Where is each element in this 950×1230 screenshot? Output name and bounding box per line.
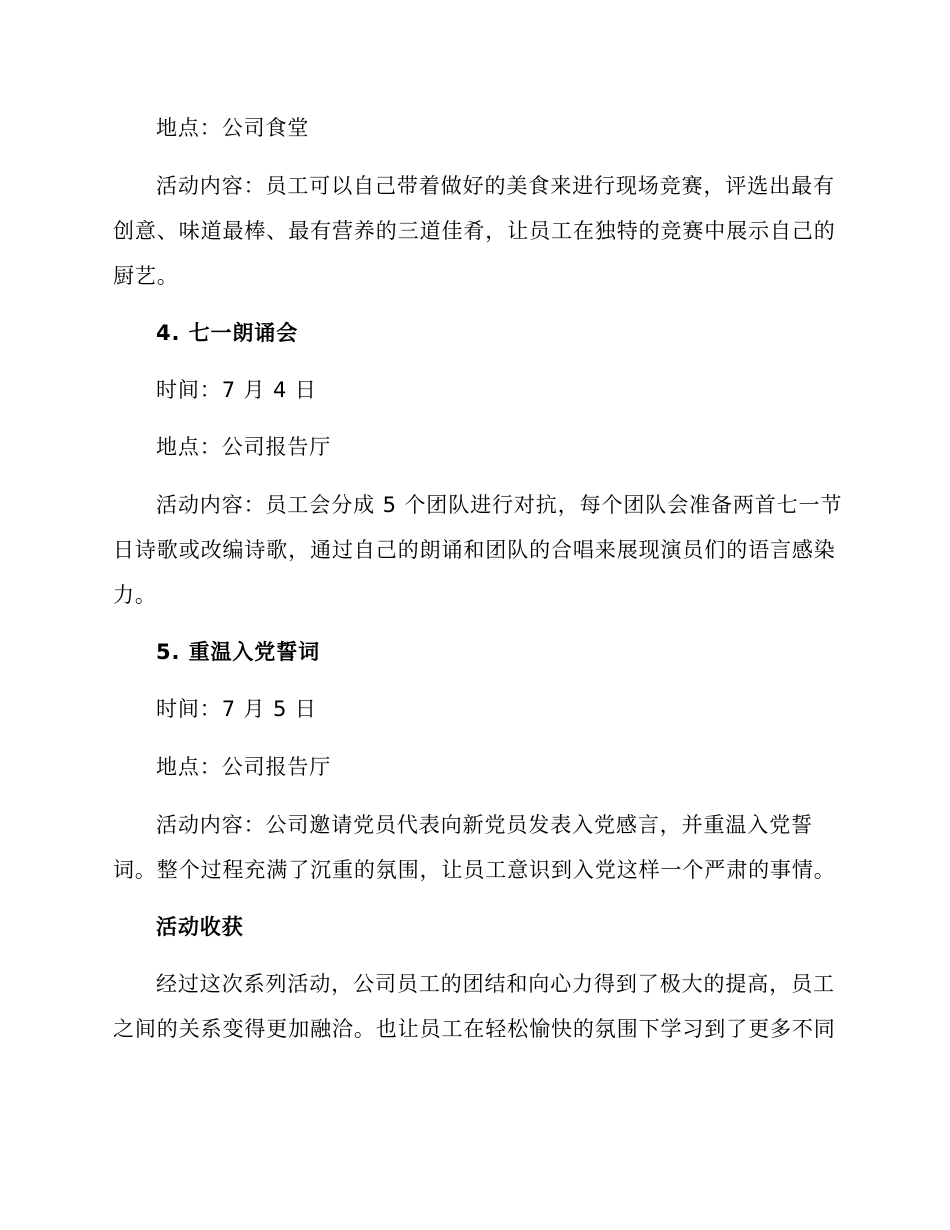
venue-line: 地点：公司报告厅	[156, 435, 332, 459]
paragraph-line: 活动内容：公司邀请党员代表向新党员发表入党感言，并重温入党誓	[156, 813, 813, 837]
paragraph-line: 创意、味道最棒、最有营养的三道佳肴，让员工在独特的竞赛中展示自己的	[113, 219, 836, 243]
venue-line: 地点：公司食堂	[156, 116, 310, 140]
paragraph-line: 经过这次系列活动，公司员工的团结和向心力得到了极大的提高，员工	[156, 972, 835, 996]
paragraph-line: 力。	[113, 583, 157, 607]
section-heading: 4. 七一朗诵会	[156, 321, 299, 345]
paragraph-line: 活动内容：员工可以自己带着做好的美食来进行现场竞赛，评选出最有	[156, 174, 835, 198]
section-heading: 活动收获	[156, 915, 244, 939]
paragraph-line: 之间的关系变得更加融洽。也让员工在轻松愉快的氛围下学习到了更多不同	[113, 1017, 836, 1041]
time-line: 时间：7 月 4 日	[156, 378, 317, 402]
paragraph-line: 日诗歌或改编诗歌，通过自己的朗诵和团队的合唱来展现演员们的语言感染	[113, 538, 836, 562]
paragraph-line: 词。整个过程充满了沉重的氛围，让员工意识到入党这样一个严肃的事情。	[113, 858, 836, 882]
section-heading: 5. 重温入党誓词	[156, 640, 320, 664]
paragraph-line: 活动内容：员工会分成 5 个团队进行对抗，每个团队会准备两首七一节	[156, 493, 843, 517]
venue-line: 地点：公司报告厅	[156, 755, 332, 779]
paragraph-line: 厨艺。	[113, 264, 179, 288]
time-line: 时间：7 月 5 日	[156, 697, 317, 721]
